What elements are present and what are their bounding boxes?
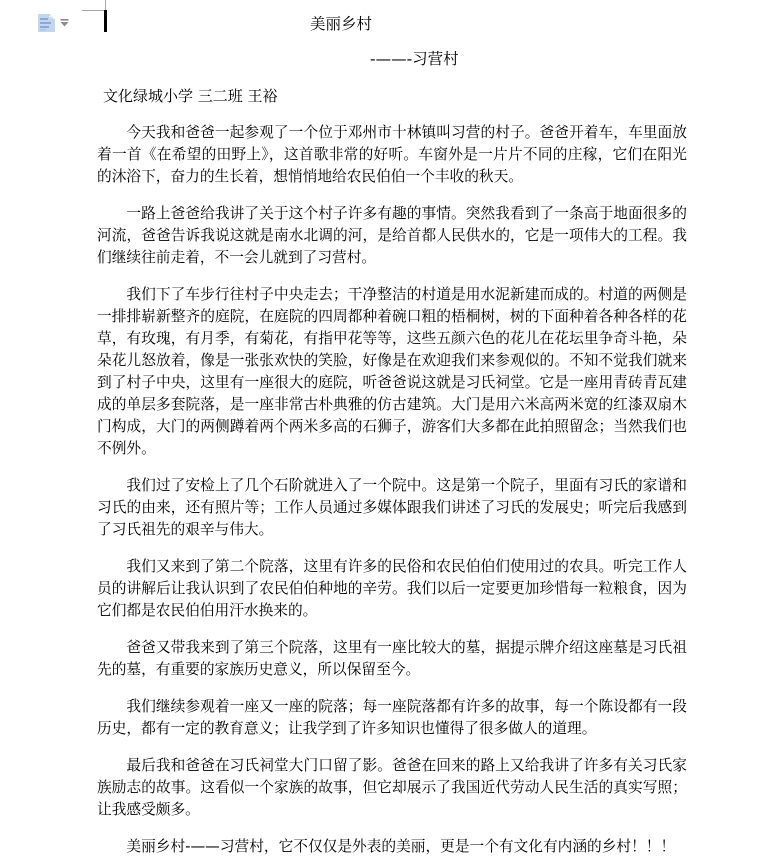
document-paragraph[interactable]: 最后我和爸爸在习氏祠堂大门口留了影。爸爸在回来的路上又给我讲了许多有关习氏家族励志的故事。这看似一个家族的故事，但它却展示了我国近代劳动人民生活的真实写照；让我感受颇多。 bbox=[97, 757, 687, 818]
document-paragraph[interactable]: 爸爸又带我来到了第三个院落，这里有一座比较大的墓，据提示牌介绍这座墓是习氏祖先的墓，有重要的家族历史意义，所以保留至今。 bbox=[97, 639, 687, 678]
document-text-area[interactable] bbox=[97, 13, 687, 858]
document-paragraph[interactable]: 我们又来到了第二个院落，这里有许多的民俗和农民伯伯们使用过的农具。听完工作人员的讲解后让我认识到了农民伯伯种地的辛劳。我们以后一定要更加珍惜每一粒粮食，因为它们都是农民伯伯用汗水换来的。 bbox=[97, 558, 687, 619]
paste-options-button[interactable] bbox=[36, 11, 70, 35]
document-paragraph[interactable]: 我们下了车步行往村子中央走去；干净整洁的村道是用水泥新建而成的。村道的两侧是一排排崭新整齐的庭院，在庭院的四周都种着碗口粗的梧桐树，树的下面种着各种各样的花草，有玫瑰，有月季，有菊花，有指甲花等等，这些五颜六色的花儿在花坛里争奇斗艳，朵朵花儿怒放着，像是一张张欢快的笑脸，好像是在欢迎我们来参观似的。不知不觉我们就来到了村子中央，这里有一座很大的庭院，听爸爸说这就是习氏祠堂。它是一座用青砖青瓦建成的单层多套院落，是一座非常古朴典雅的仿古建筑。大门是用六米高两米宽的红漆双扇木门构成，大门的两侧蹲着两个两米多高的石狮子，游客们大多都在此拍照留念；当然我们也不例外。 bbox=[97, 286, 687, 457]
clipboard-icon bbox=[36, 12, 57, 34]
essay-title[interactable]: 美丽乡村 bbox=[310, 15, 373, 33]
essay-subtitle[interactable]: -——-习营村 bbox=[370, 50, 459, 68]
document-paragraph[interactable]: 今天我和爸爸一起参观了一个位于邓州市十林镇叫习营的村子。爸爸开着车，车里面放着一首《在希望的田野上》，这首歌非常的好听。车窗外是一片片不同的庄稼，它们在阳光的沐浴下，奋力的生长着，想悄悄地给农民伯伯一个丰收的秋天。 bbox=[97, 124, 687, 185]
document-paragraph[interactable]: 我们过了安检上了几个石阶就进入了一个院中。这是第一个院子，里面有习氏的家谱和习氏的由来，还有照片等；工作人员通过多媒体跟我们讲述了习氏的发展史；听完后我感到了习氏祖先的艰辛与伟大。 bbox=[97, 477, 687, 538]
text-boundary-mark-horizontal bbox=[82, 10, 106, 11]
essay-byline[interactable]: 文化绿城小学 三二班 王裕 bbox=[103, 87, 278, 105]
document-paragraph[interactable]: 美丽乡村-——习营村，它不仅仅是外表的美丽，更是一个有文化有内涵的乡村！！！ bbox=[126, 838, 676, 855]
document-paragraph[interactable]: 一路上爸爸给我讲了关于这个村子许多有趣的事情。突然我看到了一条高于地面很多的河流，爸爸告诉我说这就是南水北调的河，是给首都人民供水的，它是一项伟大的工程。我们继续往前走着，不一会儿就到了习营村。 bbox=[97, 205, 687, 266]
document-paragraph[interactable]: 我们继续参观着一座又一座的院落；每一座院落都有许多的故事，每一个陈设都有一段历史，都有一定的教育意义；让我学到了许多知识也懂得了很多做人的道理。 bbox=[97, 698, 687, 737]
chevron-down-icon bbox=[60, 19, 69, 27]
